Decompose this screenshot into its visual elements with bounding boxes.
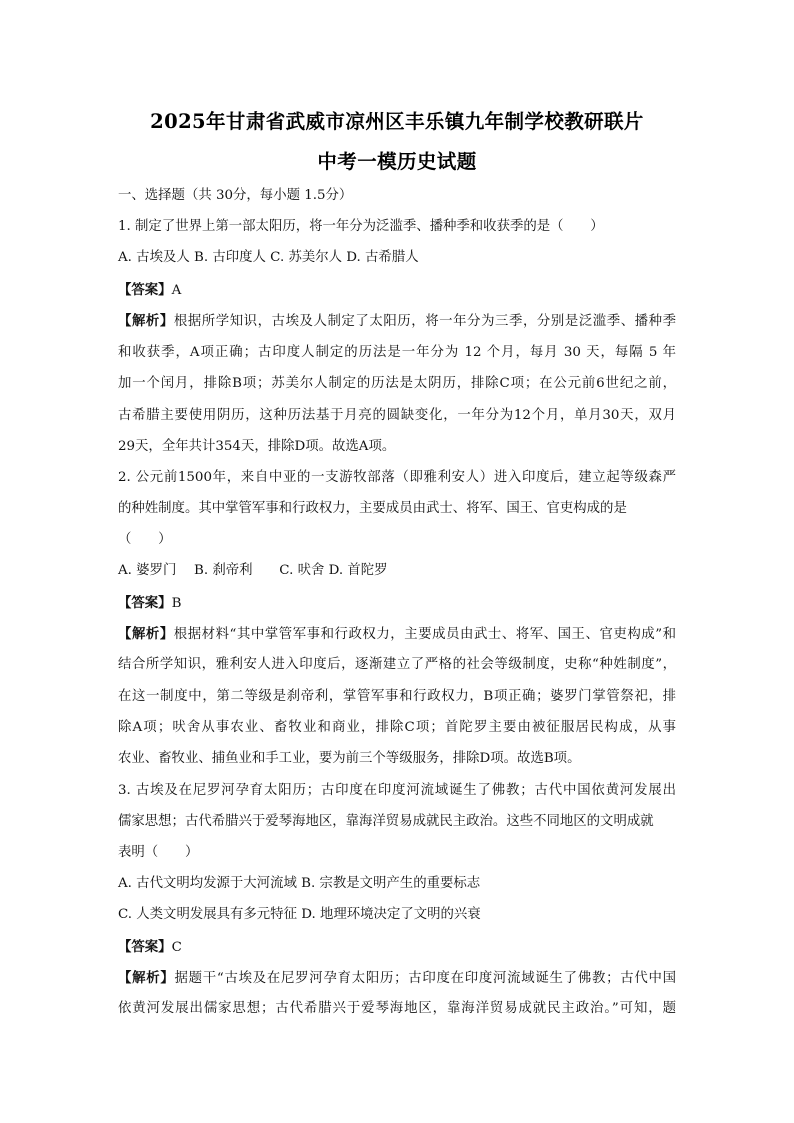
question-1-analysis-line: 加一个闰月，排除B项；苏美尔人制定的历法是太阴历，排除C项；在公元前6世纪之前， (118, 376, 676, 391)
answer-value: B (171, 596, 182, 611)
question-2-analysis-line: 在这一制度中，第二等级是刹帝利，掌管军事和行政权力，B项正确；婆罗门掌管祭祀，排 (118, 689, 676, 704)
question-2-stem: 2. 公元前1500年，来自中亚的一支游牧部落（即雅利安人）进入印度后，建立起等级森严 (118, 470, 676, 485)
question-3-stem: 儒家思想；古代希腊兴于爱琴海地区，靠海洋贸易成就民主政治。这些不同地区的文明成就 (118, 814, 654, 829)
question-2-answer (118, 594, 181, 613)
question-2-analysis-line: 结合所学知识，雅利安人进入印度后，逐渐建立了严格的社会等级制度，史称“种姓制度”， (118, 657, 676, 672)
question-3-analysis-line: 依黄河发展出儒家思想；古代希腊兴于爱琴海地区，靠海洋贸易成就民主政治。”可知，题 (118, 1001, 676, 1016)
exam-title-line1: 2025年甘肃省武威市凉州区丰乐镇九年制学校教研联片 (150, 110, 644, 133)
answer-value: C (171, 940, 182, 955)
question-1-analysis-line: 古希腊主要使用阴历，这种历法基于月亮的圆缺变化，一年分为12个月，单月30天，双月 (118, 408, 676, 423)
answer-value: A (171, 283, 182, 298)
question-3-analysis-line: 【解析】据题干“古埃及在尼罗河孕育太阳历；古印度在印度河流域诞生了佛教；古代中国 (118, 970, 677, 986)
analysis-tag: 【解析】 (118, 626, 174, 642)
analysis-tag: 【解析】 (118, 970, 175, 986)
question-2-analysis-line: 除A项；吠舍从事农业、畜牧业和商业，排除C项；首陀罗主要由被征服居民构成，从事 (118, 720, 676, 735)
question-3-stem: 表明（ ） (118, 845, 199, 860)
question-3-stem: 3. 古埃及在尼罗河孕育太阳历；古印度在印度河流域诞生了佛教；古代中国依黄河发展出 (118, 783, 676, 798)
section-heading: 一、选择题（共 30分，每小题 1.5分） (118, 188, 353, 203)
question-2-stem: （ ） (118, 532, 172, 547)
answer-tag: 【答案】 (118, 282, 172, 298)
question-3-options: C. 人类文明发展具有多元特征 D. 地理环境决定了文明的兴衰 (118, 907, 481, 922)
answer-tag: 【答案】 (118, 595, 172, 611)
question-2-analysis-line: 农业、畜牧业、捕鱼业和手工业，要为前三个等级服务，排除D项。故选B项。 (118, 751, 581, 766)
question-2-options: A. 婆罗门 B. 刹帝利 C. 吠舍 D. 首陀罗 (118, 563, 388, 578)
question-1-analysis-line: 29天，全年共计354天，排除D项。故选A项。 (118, 439, 396, 454)
question-1-options: A. 古埃及人 B. 古印度人 C. 苏美尔人 D. 古希腊人 (118, 250, 419, 265)
question-1-stem: 1. 制定了世界上第一部太阳历，将一年分为泛滥季、播种季和收获季的是（ ） (118, 219, 604, 234)
analysis-tag: 【解析】 (118, 313, 174, 329)
answer-tag: 【答案】 (118, 939, 172, 955)
question-3-answer (118, 938, 182, 957)
question-2-stem: 的种姓制度。其中掌管军事和行政权力，主要成员由武士、将军、国王、官吏构成的是 (118, 501, 627, 516)
question-1-analysis-line: 和收获季，A项正确；古印度人制定的历法是一年分为 12 个月，每月 30 天，每隔 5 年 (118, 345, 676, 360)
question-2-analysis-line: 【解析】根据材料“其中掌管军事和行政权力，主要成员由武士、将军、国王、官吏构成”和 (118, 626, 676, 642)
question-1-analysis-line: 【解析】根据所学知识，古埃及人制定了太阳历，将一年分为三季，分别是泛滥季、播种季 (118, 313, 676, 329)
exam-title-line2: 中考一模历史试题 (317, 150, 477, 173)
question-1-answer (118, 281, 181, 300)
question-3-options: A. 古代文明均发源于大河流域 B. 宗教是文明产生的重要标志 (118, 876, 481, 891)
